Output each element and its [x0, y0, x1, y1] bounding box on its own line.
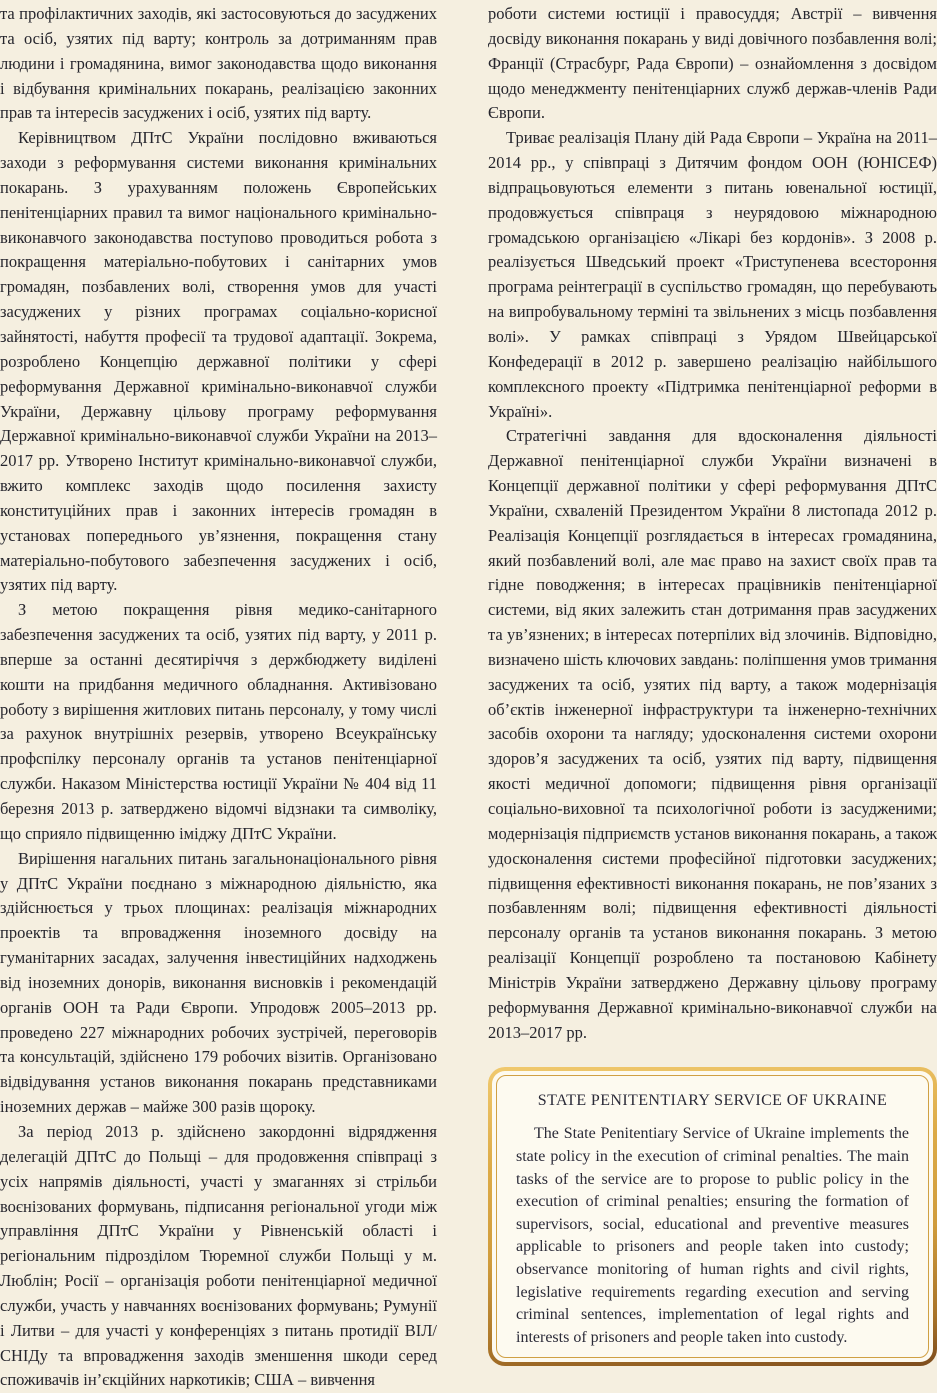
paragraph: Вирішення нагальних питань загальнонаціонального рівня у ДПтС України поєднано з міжнародною діяльністю, яка здійснюється у трьох площинах: реалізація міжнародних проектів та впровадження іноземного досвіду на гуманітарних засадах, залучення інвестиційних надходжень від іноземних донорів, виконання висновків і рекомендацій органів ООН та Ради Європи. Упродовж 2005–2013 рр. проведено 227 міжнародних робочих зустрічей, переговорів та консультацій, здійснено 179 робочих візитів. Організовано відвідування установ виконання покарань представниками іноземних держав – майже 300 разів щороку.	[0, 848, 437, 1117]
info-box-title: STATE PENITENTIARY SERVICE OF UKRAINE	[537, 1092, 888, 1110]
paragraph-continuation: та профілактичних заходів, які застосовуються до засуджених та осіб, узятих під варту; контроль за дотриманням прав людини і громадянина, вимог законодавства щодо виконання і відбування кримінальних покарань, реалізацією законних прав та інтересів засуджених і осіб, узятих під варту.	[0, 4, 437, 123]
info-box	[488, 1067, 937, 1366]
paragraph-continuation: роботи системи юстиції і правосуддя; Австрії – вивчення досвіду виконання покарань у виді довічного позбавлення волі; Франції (Страсбург, Рада Європи) – ознайомлення з досвідом щодо менеджменту пенітенціарних служб держав-членів Ради Європи.	[488, 4, 937, 123]
paragraph: З метою покращення рівня медико-санітарного забезпечення засуджених та осіб, узятих під варту, у 2011 р. вперше за останні десятиріччя з держбюджету виділені кошти на придбання медичного обладнання. Активізовано роботу з вирішення житлових питань персоналу, у тому числі за рахунок внутрішніх резервів, утворено Всеукраїнську профспілку персоналу органів та установ пенітенціарної служби. Наказом Міністерства юстиції України № 404 від 11 березня 2013 р. затверджено відомчі відзнаки та символіку, що сприяло підвищенню іміджу ДПтС України.	[0, 600, 437, 843]
paragraph: Керівництвом ДПтС України послідовно вживаються заходи з реформування системи виконання кримінальних покарань. З урахуванням положень Європейських пенітенціарних правил та вимог національного кримінально-виконавчого законодавства поступово проводиться робота з покращення матеріально-побутових і санітарних умов громадян, позбавлених волі, створення умов для участі засуджених у різних програмах соціально-корисної зайнятості, набуття професії та трудової адаптації. Зокрема, розроблено Концепцію державної політики у сфері реформування Державної кримінально-виконавчої служби України, Державну цільову програму реформування Державної кримінально-виконавчої служби України на 2013–2017 рр. Утворено Інститут кримінально-виконавчої служби, вжито комплекс заходів щодо посилення захисту конституційних прав і законних інтересів громадян в установах попереднього ув’язнення, покращення стану матеріально-побутового забезпечення засуджених і осіб, узятих під варту.	[0, 128, 437, 595]
right-column	[488, 2, 937, 1351]
info-box-inner	[496, 1075, 929, 1358]
paragraph: За період 2013 р. здійснено закордонні відрядження делегацій ДПтС до Польщі – для продовження співпраці з усіх напрямів діяльності, участі у змаганнях зі стрільби воєнізованих формувань, підписання регіональної угоди між управління ДПтС України у Рівненській області і регіональним підрозділом Тюремної служби Польщі у м. Люблін; Росії – організація роботи пенітенціарної медичної служби, участь у навчаннях воєнізованих формувань; Румунії і Литви – для участі у конференціях з питань протидії ВІЛ/СНІДу та впровадження заходів зменшення шкоди серед споживачів ін’єкційних наркотиків; США – вивчення	[0, 1121, 437, 1390]
paragraph: Стратегічні завдання для вдосконалення діяльності Державної пенітенціарної служби України визначені в Концепції державної політики у сфері реформування ДПтС України, схваленій Президентом України 8 листопада 2012 р. Реалізація Концепції розглядається в інтересах громадянина, який позбавлений волі, але має право на захист своїх прав та гідне поводження; в інтересах працівників пенітенціарної системи, від яких залежить стан дотримання прав засуджених та ув’язнених; в інтересах потерпілих від злочинів. Відповідно, визначено шість ключових завдань: поліпшення умов тримання засуджених та осіб, узятих під варту, а також модернізація об’єктів інженерної інфраструктури та інженерно-технічних засобів охорони та нагляду; удосконалення системи охорони здоров’я засуджених та осіб, узятих під варту, підвищення якості медичної допомоги; підвищення рівня організації соціально-виховної та психологічної роботи із засудженими; модернізація підприємств установ виконання покарань, а також удосконалення системи професійної підготовки засуджених; підвищення ефективності виконання покарань, не пов’язаних з позбавленням волі; підвищення ефективності діяльності персоналу органів та установ виконання покарань. З метою реалізації Концепції розроблено та постановою Кабінету Міністрів України затверджено Державну цільову програму реформування Державної кримінально-виконавчої служби на 2013–2017 рр.	[488, 426, 937, 1042]
info-box-frame-gap	[492, 1071, 933, 1362]
left-column	[0, 2, 437, 1390]
info-box-body: The State Penitentiary Service of Ukraine implements the state policy in the execution of criminal penalties. The main tasks of the service are to propose to public policy in the execution of criminal penalties; ensuring the formation of supervisors, social, educational and preventive measures applicable to prisoners and people taken into custody; observance monitoring of human rights and civil rights, legislative requirements regarding execution and serving criminal sentences, implementation of legal rights and interests of prisoners and people taken into custody.	[516, 1125, 909, 1346]
paragraph: Триває реалізація Плану дій Рада Європи – Україна на 2011–2014 рр., у співпраці з Дитячим фондом ООН (ЮНІСЕФ) відпрацьовуються елементи з питань ювенальної юстиції, продовжується співпраця з неурядовою міжнародною громадською організацією «Лікарі без кордонів». З 2008 р. реалізується Шведський проект «Триступенева всестороння програма реінтеграції в суспільство громадян, що перебувають на випробувальному терміні та звільнених з місць позбавлення волі». У рамках співпраці з Урядом Швейцарської Конфедерації в 2012 р. завершено реалізацію найбільшого комплексного проекту «Підтримка пенітенціарної реформи в Україні».	[488, 128, 937, 421]
